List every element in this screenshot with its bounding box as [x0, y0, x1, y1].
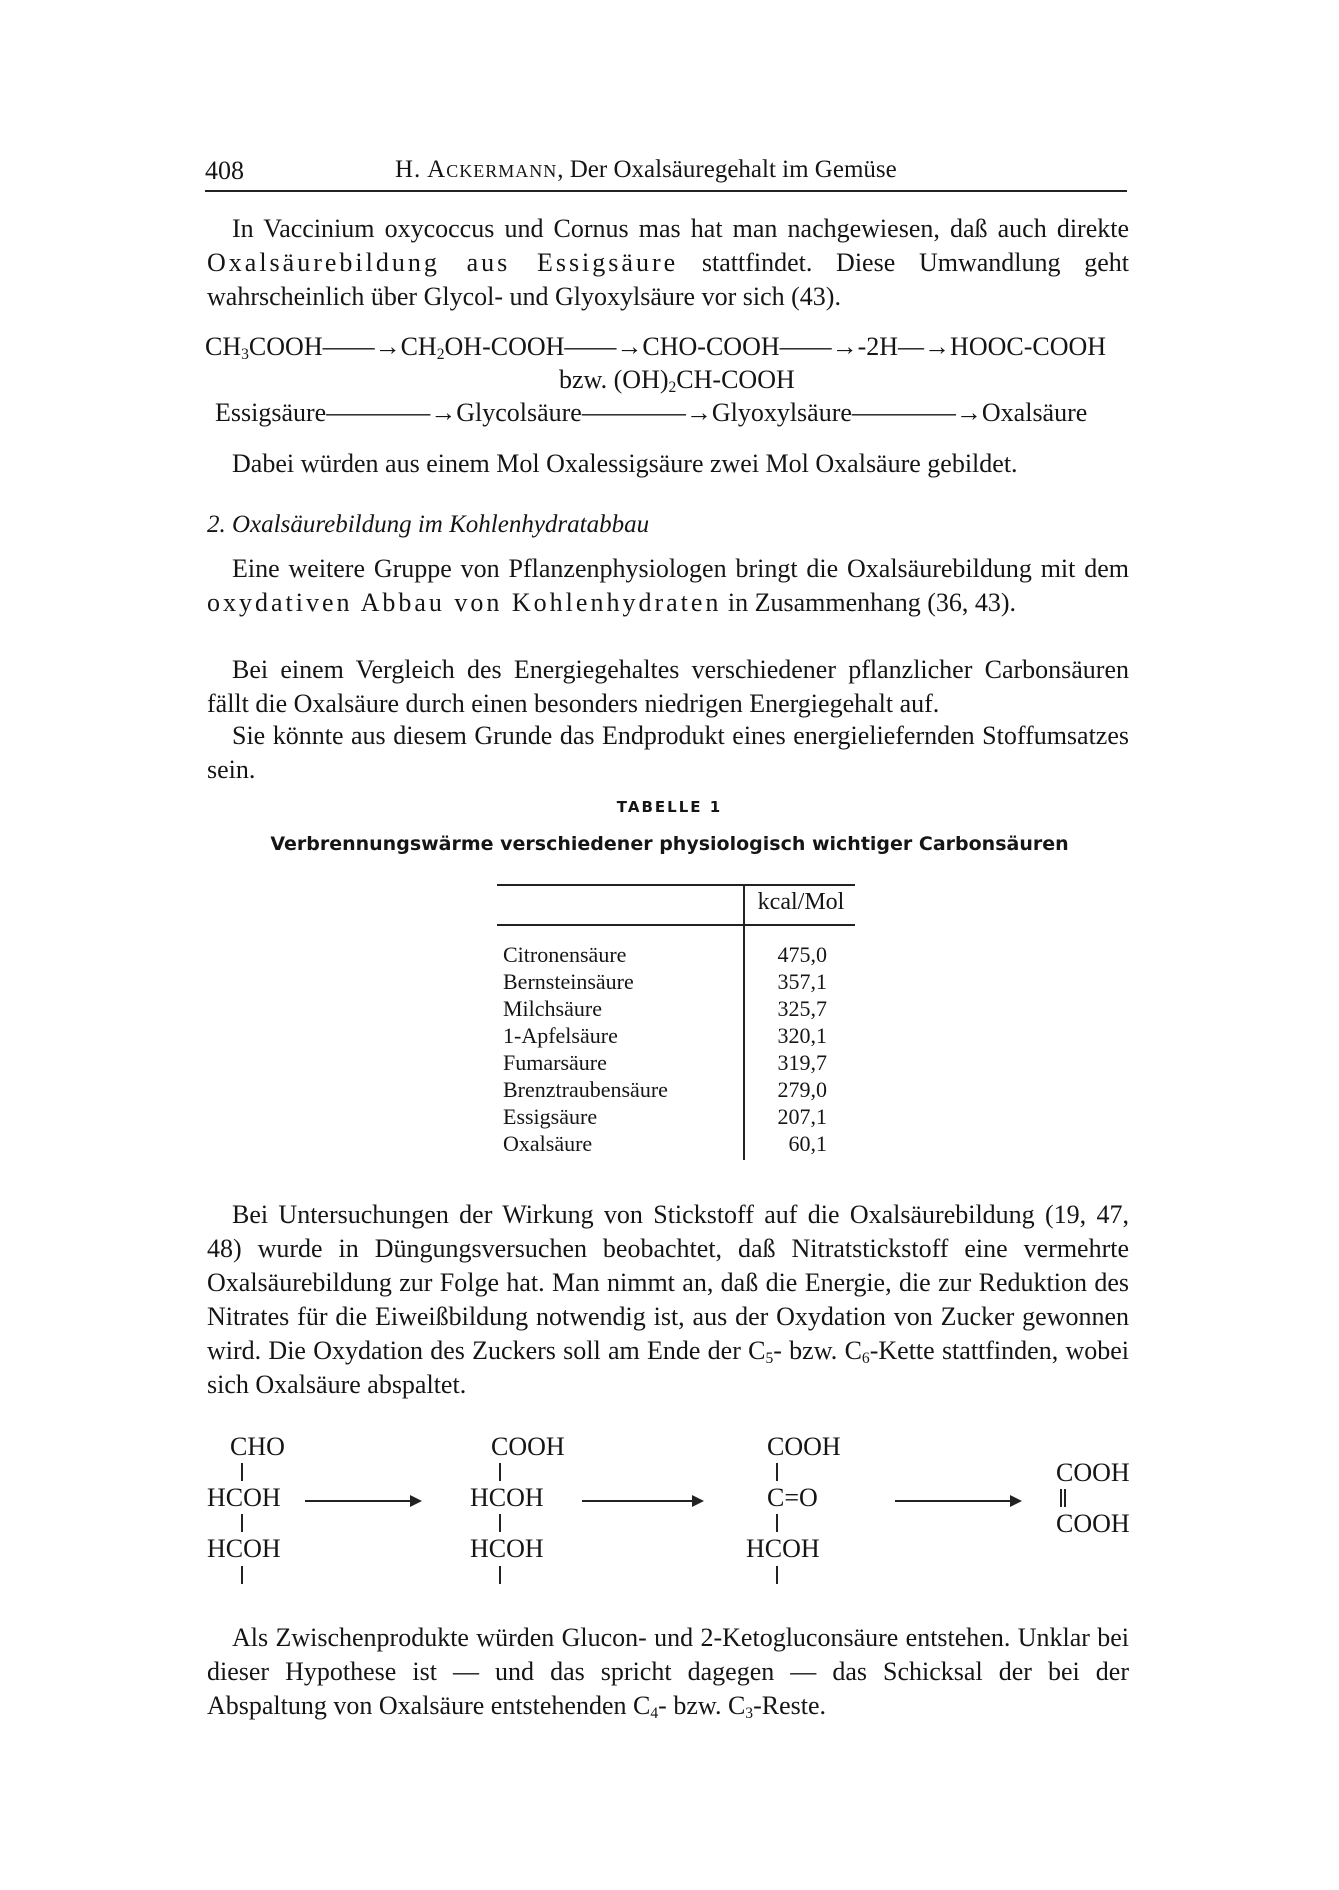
m1-top: CHO	[230, 1432, 285, 1461]
table-header-rule	[497, 924, 855, 926]
bond	[241, 1514, 243, 1532]
bond	[776, 1566, 778, 1584]
running-header	[205, 152, 1127, 192]
paragraph-1: In Vaccinium oxycoccus und Cornus mas hat man nachgewiesen, daß auch direkte Oxalsäurebildung aus Essigsäure stattfindet. Diese Umwandlung geht wahrscheinlich über Glycol- und Glyoxylsäure vor sich (43).	[207, 214, 1129, 311]
section-heading: 2. Oxalsäurebildung im Kohlenhydratabbau	[207, 511, 650, 538]
bond	[776, 1463, 778, 1481]
bond	[499, 1566, 501, 1584]
arrow-icon	[305, 1500, 420, 1502]
reaction-line-2: bzw. $(OH)_2CH$-COOH	[559, 365, 795, 396]
m2-mid: HCOH	[470, 1483, 544, 1512]
author-name: H. Ackermann	[395, 156, 558, 183]
bond	[499, 1463, 501, 1481]
paragraph-2: Dabei würden aus einem Mol Oxalessigsäure zwei Mol Oxalsäure gebildet.	[232, 449, 1018, 478]
table-row: Fumarsäure 319,7	[503, 1050, 827, 1075]
table-row: 1-Apfelsäure 320,1	[503, 1023, 827, 1048]
paragraph-6: Bei Untersuchungen der Wirkung von Stickstoff auf die Oxalsäurebildung (19, 47, 48) wurde in Düngungsversuchen beobachtet, daß Nitratstickstoff eine vermehrte Oxalsäurebildung zur Folge hat. Man nimmt an, daß die Energie, die zur Reduktion des Nitrates für die Eiweißbildung notwendig ist, aus der Oxydation von Zucker gewonnen wird. Die Oxydation des Zuckers soll am Ende der $C_5-$ bzw. $C_6$-Kette stattfinden, wobei sich Oxalsäure abspaltet.	[207, 1200, 1129, 1399]
page-number: 408	[205, 156, 244, 185]
paragraph-4: Bei einem Vergleich des Energiegehaltes verschiedener pflanzlicher Carbonsäuren fällt die Oxalsäure durch einen besonders niedrigen Energiegehalt auf.	[207, 655, 1129, 718]
table-unit-header: kcal/Mol	[757, 889, 845, 915]
m3-mid: C=O	[767, 1483, 818, 1512]
paragraph-3: Eine weitere Gruppe von Pflanzenphysiologen bringt die Oxalsäurebildung mit dem oxydativen Abbau von Kohlenhydraten in Zusammenhang (36, 43).	[207, 554, 1129, 617]
table-row: Milchsäure 325,7	[503, 996, 827, 1021]
m1-mid: HCOH	[207, 1483, 281, 1512]
m2-top: COOH	[491, 1432, 565, 1461]
table-row: Citronensäure 475,0	[503, 942, 827, 967]
double-bond	[1060, 1489, 1066, 1507]
running-title-text: , Der Oxalsäuregehalt im Gemüse	[557, 156, 897, 183]
arrow-icon	[895, 1500, 1020, 1502]
m4-top: COOH	[1056, 1458, 1130, 1487]
reaction-line-1: $CH_3COOH——\to CH_2OH-COOH——\to CHO-COOH——\to-2H—\to HOOC$-COOH	[205, 332, 1107, 363]
table-row: Oxalsäure 60,1	[503, 1131, 827, 1156]
spaced-emphasis: oxydativen Abbau von Kohlenhydraten	[207, 588, 722, 617]
bond	[241, 1566, 243, 1584]
m4-bottom: COOH	[1056, 1509, 1130, 1538]
table-caption: TABELLE 1	[616, 798, 723, 816]
bond	[499, 1514, 501, 1532]
table-top-rule	[497, 884, 855, 886]
bond	[241, 1463, 243, 1481]
arrow-icon	[582, 1500, 702, 1502]
m2-bottom: HCOH	[470, 1534, 544, 1563]
reaction-line-3: Essigsäure————→Glycolsäure————→Glyoxylsäure————→Oxalsäure	[215, 398, 1088, 427]
m3-bottom: HCOH	[746, 1534, 820, 1563]
spaced-emphasis: Oxalsäurebildung aus Essigsäure	[207, 248, 679, 277]
table-row: Brenztraubensäure 279,0	[503, 1077, 827, 1102]
table-row: Essigsäure 207,1	[503, 1104, 827, 1129]
running-title	[395, 156, 897, 184]
reaction-scheme	[0, 1420, 1339, 1620]
bond	[776, 1514, 778, 1532]
table-title: Verbrennungswärme verschiedener physiologisch wichtiger Carbonsäuren	[270, 833, 1069, 855]
paragraph-5: Sie könnte aus diesem Grunde das Endprodukt eines energieliefernden Stoffumsatzes sein.	[207, 721, 1129, 784]
table-body	[503, 942, 853, 1158]
data-table	[497, 884, 855, 1164]
table-row: Bernsteinsäure 357,1	[503, 969, 827, 994]
paragraph-7: Als Zwischenprodukte würden Glucon- und 2-Ketogluconsäure entstehen. Unklar bei dieser Hypothese ist — und das spricht dagegen — das Schicksal der bei der Abspaltung von Oxalsäure entstehenden $C_4-$ bzw. $C_3$-Reste.	[207, 1623, 1129, 1722]
m3-top: COOH	[767, 1432, 841, 1461]
m1-bottom: HCOH	[207, 1534, 281, 1563]
